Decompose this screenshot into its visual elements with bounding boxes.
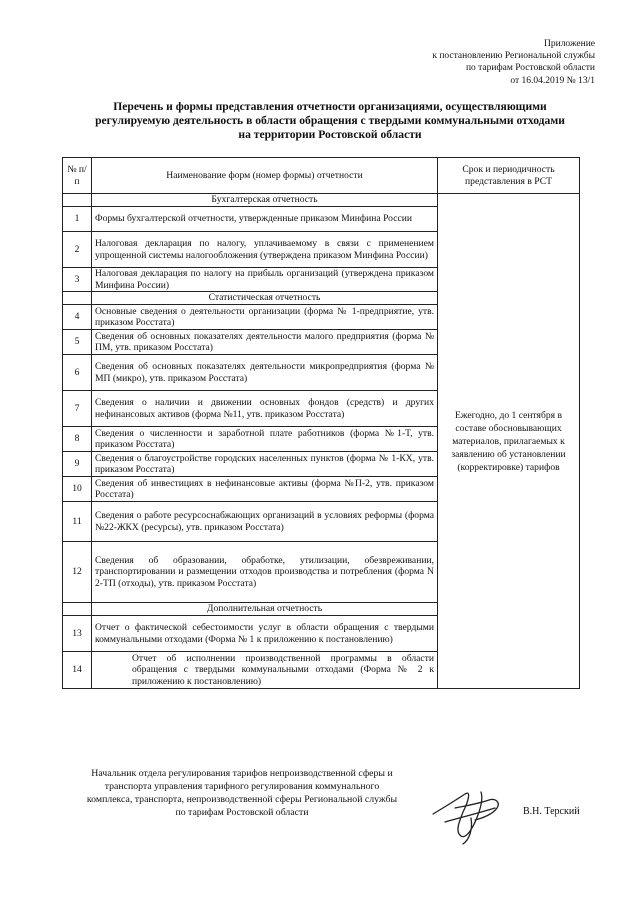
row-num: 12 xyxy=(63,542,92,603)
appendix-line: по тарифам Ростовской области xyxy=(465,63,595,74)
row-num: 9 xyxy=(63,452,92,477)
appendix-header xyxy=(432,38,595,87)
appendix-line: к постановлению Региональной службы xyxy=(432,51,595,62)
header-term: Срок и периодичность представления в РСТ xyxy=(438,158,580,194)
section-statistical: Статистическая отчетность xyxy=(92,292,438,305)
section-row xyxy=(63,194,580,207)
row-form-name: Сведения о численности и заработной плате работников (форма №1-Т, утв. приказом Росстата) xyxy=(92,427,438,452)
row-form-name: Сведения об основных показателях деятельности малого предприятия (форма № ПМ, утв. приказом Росстата) xyxy=(92,330,438,355)
table-header-row xyxy=(63,158,580,194)
header-num: № п/п xyxy=(63,158,92,194)
row-form-name: Налоговая декларация по налогу на прибыль организаций (утверждена приказом Минфина России) xyxy=(92,268,438,292)
row-form-name: Сведения об основных показателях деятельности микропредприятия (форма № МП (микро), утв. приказом Росстата) xyxy=(92,355,438,391)
row-form-name: Сведения о наличии и движении основных фондов (средств) и других нефинансовых активов (форма №11, утв. приказом Росстата) xyxy=(92,391,438,427)
row-num: 11 xyxy=(63,502,92,542)
submission-term: Ежегодно, до 1 сентября в составе обосновывающих материалов, прилагаемых к заявлению об установлении (корректировке) тарифов xyxy=(438,194,580,689)
document-title: Перечень и формы представления отчетности организациями, осуществляющими регулируемую деятельность в области обращения с твердыми коммунальными отходами на территории Ростовской области xyxy=(95,100,565,141)
row-form-name: Сведения о благоустройстве городских населенных пунктов (форма № 1-КХ, утв. приказом Росстата) xyxy=(92,452,438,477)
row-form-name: Налоговая декларация по налогу, уплачиваемому в связи с применением упрощенной системы налогообложения (утверждена приказом Минфина России) xyxy=(92,232,438,268)
row-form-name: Основные сведения о деятельности организации (форма № 1-предприятие, утв. приказом Росстата) xyxy=(92,305,438,330)
handwritten-signature xyxy=(425,778,515,848)
row-form-name: Сведения об инвестициях в нефинансовые активы (форма №П-2, утв. приказом Росстата) xyxy=(92,477,438,502)
row-form-name: Сведения о работе ресурсоснабжающих организаций в условиях реформы (форма №22-ЖКХ (ресурсы), утв. приказом Росстата) xyxy=(92,502,438,542)
appendix-line: Приложение xyxy=(544,39,595,49)
row-num: 1 xyxy=(63,207,92,232)
section-additional: Дополнительная отчетность xyxy=(92,603,438,616)
reporting-forms-table xyxy=(62,157,580,689)
section-accounting: Бухгалтерская отчетность xyxy=(92,194,438,207)
header-name: Наименование форм (номер формы) отчетности xyxy=(92,158,438,194)
row-num: 5 xyxy=(63,330,92,355)
row-num: 4 xyxy=(63,305,92,330)
row-num: 13 xyxy=(63,616,92,652)
row-form-name: Отчет о фактической себестоимости услуг в области обращения с твердыми коммунальными отходами (Форма № 1 к приложению к постановлению) xyxy=(92,616,438,652)
row-form-name: Формы бухгалтерской отчетности, утвержденные приказом Минфина России xyxy=(92,207,438,232)
row-form-name: Отчет об исполнении производственной программы в области обращения с твердыми коммунальными отходами (Форма № 2 к приложению к постановлению) xyxy=(92,652,438,689)
row-form-name: Сведения об образовании, обработке, утилизации, обезвреживании, транспортировании и размещении отходов производства и потребления (форма N 2-ТП (отходы), утв. приказом Росстата) xyxy=(92,542,438,603)
row-num: 7 xyxy=(63,391,92,427)
row-num: 8 xyxy=(63,427,92,452)
signatory-position: Начальник отдела регулирования тарифов непроизводственной сферы и транспорта управления тарифного регулирования коммунального комплекса, транспорта, непроизводственной сферы Региональной службы по тарифам Ростовской области xyxy=(86,768,398,818)
row-num: 2 xyxy=(63,232,92,268)
appendix-line: от 16.04.2019 № 13/1 xyxy=(510,75,595,86)
row-num: 14 xyxy=(63,652,92,689)
row-num: 3 xyxy=(63,268,92,292)
row-num: 6 xyxy=(63,355,92,391)
row-num: 10 xyxy=(63,477,92,502)
signer-name: В.Н. Терский xyxy=(523,806,580,817)
